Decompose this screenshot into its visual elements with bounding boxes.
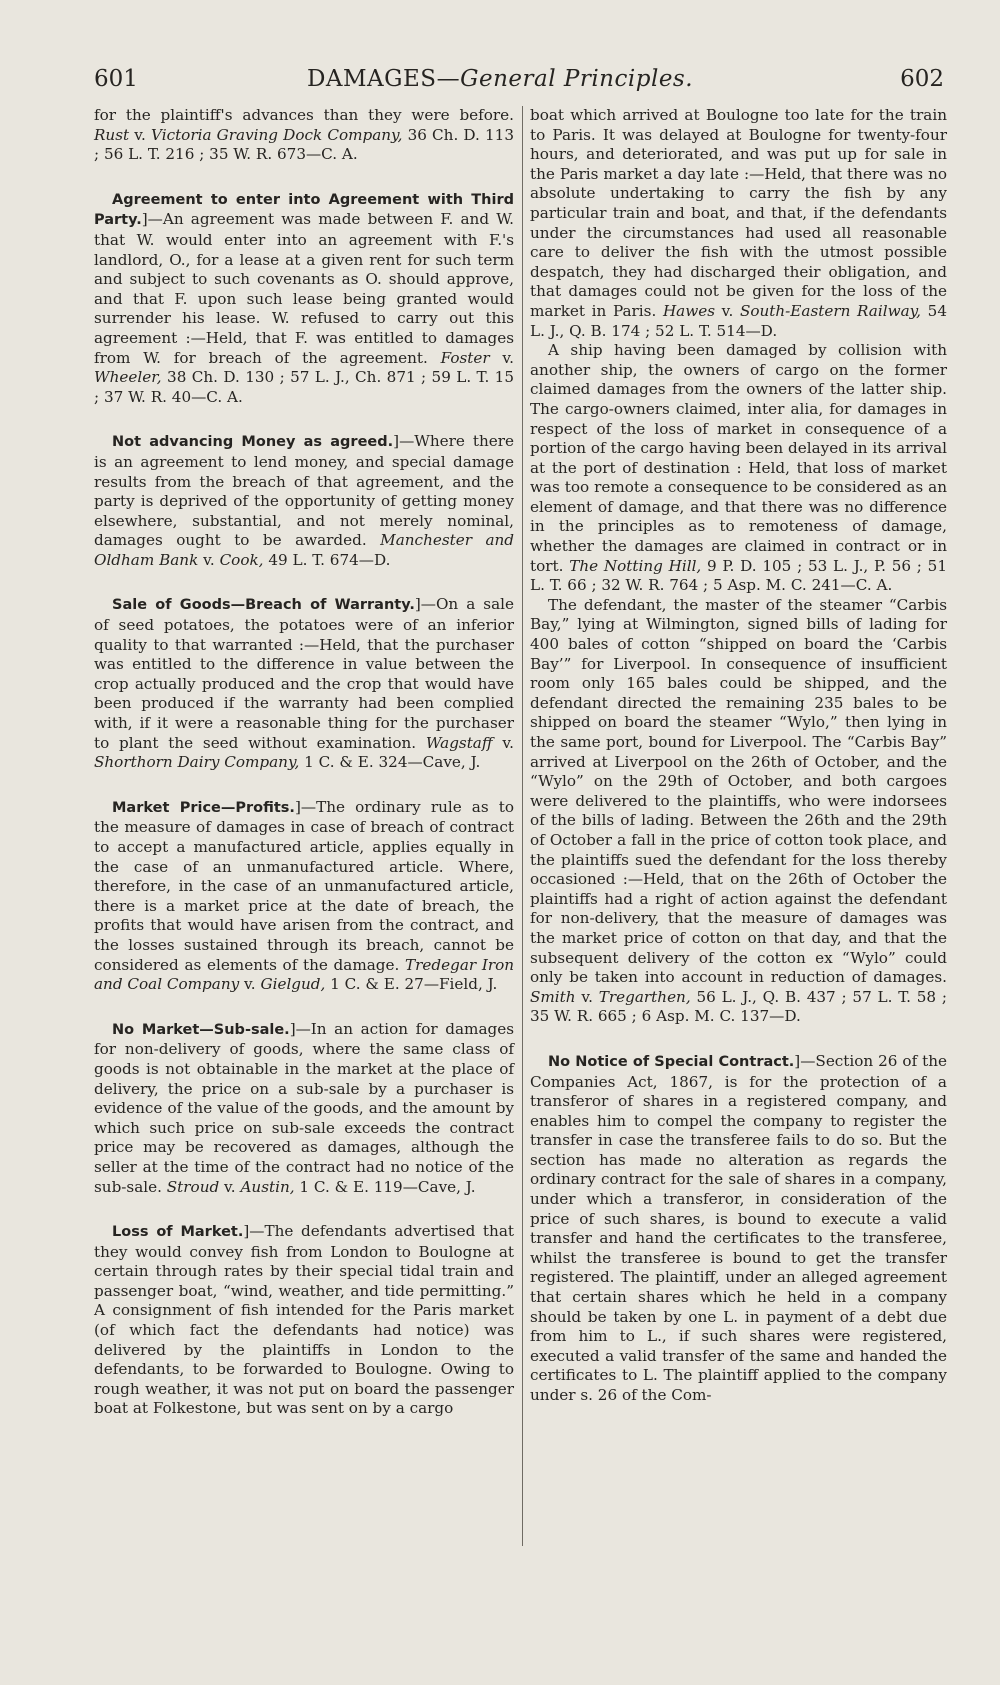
paragraph: No Notice of Special Contract.]—Section 26 of the Companies Act, 1867, is for the protection of a transferor of shares in a registered company, and enables him to compel the company to register the transfer in case the transferee fails to do so. But the section has made no alteration as regards the ordinary contract for the sale of shares in a company, under which a transferor, in consideration of the price of such shares, is bound to execute a valid transfer and hand the certificates to the transferee, whilst the transferee is bound to get the transfer registered. The plaintiff, under an alleged agreement that certain shares which he held in a company should be taken by one L. in payment of a debt due from him to L., if such shares were registered, executed a valid transfer of the same and handed the certificates to L. The plaintiff applied to the company under s. 26 of the Com- [530,1051,948,1404]
paragraph: for the plaintiff's advances than they were before. Rust v. Victoria Graving Dock Company, 36 Ch. D. 113 ; 56 L. T. 216 ; 35 W. R. 673—C. A. [94,106,515,164]
paragraph: Agreement to enter into Agreement with Third Party.]—An agreement was made between F. and W. that W. would enter into an agreement with F.'s landlord, O., for a lease at a given rent for such term and subject to such covenants as O. should approve, and that F. upon such lease being granted would surrender his lease. W. refused to carry out this agreement :—Held, that F. was entitled to damages from W. for breach of the agreement. Foster v. Wheeler, 38 Ch. D. 130 ; 57 L. J., Ch. 871 ; 59 L. T. 15 ; 37 W. R. 40—C. A. [94,191,514,406]
section-heading: Loss of Market. [112,1224,244,1241]
paragraph: Not advancing Money as agreed.]—Where there is an agreement to lend money, and special damage results from the breach of that agreement, and the party is deprived of the opportunity of getting money elsewhere, substantial, and not merely nominal, damages ought to be awarded. Manchester and Oldham Bank v. Cook, 49 L. T. 674—D. [94,432,514,569]
section-heading: Market Price—Profits. [112,799,295,816]
title-main: DAMAGES— [306,66,461,92]
section-heading: No Notice of Special Contract. [548,1053,795,1070]
running-header [0,66,1000,100]
section-heading: Not advancing Money as agreed. [112,434,394,451]
paragraph: Market Price—Profits.]—The ordinary rule as to the measure of damages in case of breach of contract to accept a manufactured article, applies equally in the case of an unmanufactured article. Where, therefore, in the case of an unmanufactured article, there is a market price at the date of breach, the profits that would have arisen from the contract, and the losses sustained through its breach, cannot be considered as elements of the damage. Tredegar Iron and Coal Company v. Gielgud, 1 C. & E. 27—Field, J. [94,797,515,994]
section-heading: No Market—Sub-sale. [112,1021,290,1038]
page-number-left: 601 [94,66,138,92]
paragraph: No Market—Sub-sale.]—In an action for damages for non-delivery of goods, where the same class of goods is not obtainable in the market at the place of delivery, the price on a sub-sale by a purchaser is evidence of the value of the goods, and the amount by which such price on sub-sale exceeds the contract price may be recovered as damages, although the seller at the time of the contract had no notice of the sub-sale. Stroud v. Austin, 1 C. & E. 119—Cave, J. [94,1019,514,1196]
left-column [94,106,514,1419]
paragraph: A ship having been damaged by collision with another ship, the owners of cargo on the former claimed damages from the owners of the latter ship. The cargo-owners claimed, inter alia, for damages in respect of the loss of market in consequence of a portion of the cargo having been delayed in its arrival at the port of destination : Held, that loss of market was too remote a consequence to be considered as an element of damage, and that there was no difference in the principles as to remoteness of damage, whether the damages are claimed in contract or in tort. The Notting Hill, 9 P. D. 105 ; 53 L. J., P. 56 ; 51 L. T. 66 ; 32 W. R. 764 ; 5 Asp. M. C. 241—C. A. [530,341,948,595]
column-divider [522,106,523,1546]
page-number-right: 602 [900,66,944,92]
paragraph: boat which arrived at Boulogne too late for the train to Paris. It was delayed at Boulogne for twenty-four hours, and deteriorated, and was put up for sale in the Paris market a day late :—Held, that there was no absolute undertaking to carry the fish by any particular train and boat, and that, if the defendants under the circumstances had used all reasonable care to deliver the fish with the utmost possible despatch, they had discharged their obligation, and that damages could not be given for the loss of the market in Paris. Hawes v. South-Eastern Railway, 54 L. J., Q. B. 174 ; 52 L. T. 514—D. [530,106,947,340]
title-subtitle: General Principles. [460,66,694,92]
paragraph: Loss of Market.]—The defendants advertised that they would convey fish from London to Boulogne at certain through rates by their special tidal train and passenger boat, “wind, weather, and tide permitting.” A consignment of fish intended for the Paris market (of which fact the defendants had notice) was delivered by the plaintiffs in London to the defendants, to be forwarded to Boulogne. Owing to rough weather, it was not put on board the passenger boat at Folkestone, but was sent on by a cargo [94,1222,514,1418]
paragraph: The defendant, the master of the steamer “Carbis Bay,” lying at Wilmington, signed bills of lading for 400 bales of cotton “shipped on board the ‘Carbis Bay’” for Liverpool. In consequence of insufficient room only 165 bales could be shipped, and the defendant directed the remaining 235 bales to be shipped on board the steamer “Wylo,” then lying in the same port, bound for Liverpool. The “Carbis Bay” arrived at Liverpool on the 26th of October, and the “Wylo” on the 29th of October, and both cargoes were delivered to the plaintiffs, who were indorsees of the bills of lading. Between the 26th and the 29th of October a fall in the price of cotton took place, and the plaintiffs sued the defendant for the loss thereby occasioned :—Held, that on the 26th of October the plaintiffs had a right of action against the defendant for non-delivery, that the measure of damages was the market price of cotton on that day, and that the subsequent delivery of the cotton ex “Wylo” could only be taken into account in reduction of damages. Smith v. Tregarthen, 56 L. J., Q. B. 437 ; 57 L. T. 58 ; 35 W. R. 665 ; 6 Asp. M. C. 137—D. [530,595,947,1026]
page-title [0,66,1000,92]
paragraph: Sale of Goods—Breach of Warranty.]—On a sale of seed potatoes, the potatoes were of an inferior quality to that warranted :—Held, that the purchaser was entitled to the difference in value between the crop actually produced and the crop that would have been produced if the warranty had been complied with, if it were a reasonable thing for the purchaser to plant the seed without examination. Wagstaff v. Shorthorn Dairy Company, 1 C. & E. 324—Cave, J. [94,595,514,772]
section-heading: Agreement to enter into Agreement with Third Party. [94,191,514,229]
right-column [530,106,947,1406]
section-heading: Sale of Goods—Breach of Warranty. [112,597,415,614]
